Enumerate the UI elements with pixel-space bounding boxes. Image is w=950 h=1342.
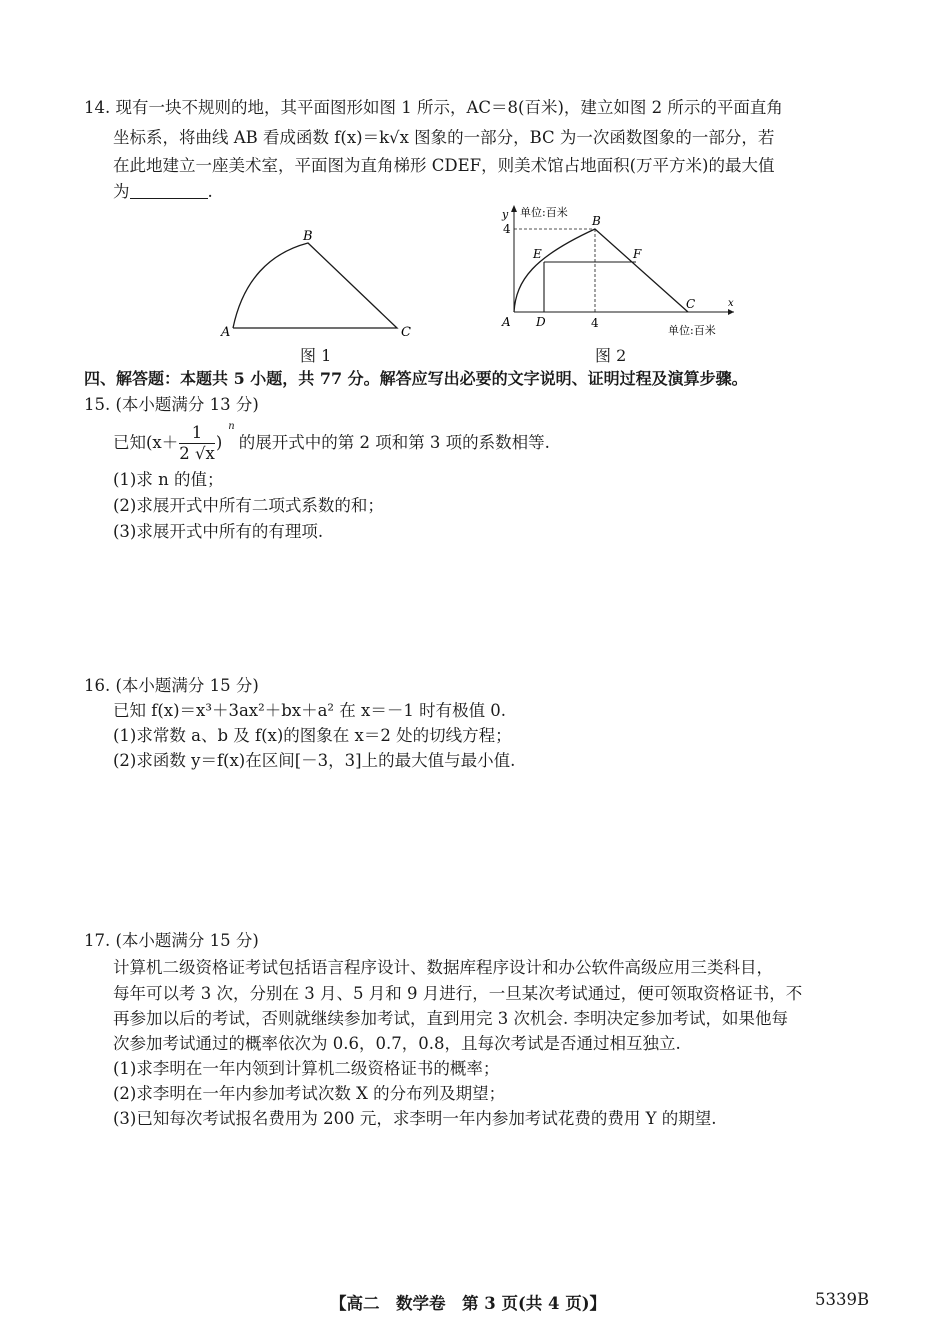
q17-line-3: 再参加以后的考试，否则就继续参加考试，直到用完 3 次机会. 李明决定参加考试，如果他每 — [113, 1009, 788, 1028]
q15-fraction-denominator: 2 √x — [179, 443, 215, 463]
q15-stem-tail: 的展开式中的第 2 项和第 3 项的系数相等. — [238, 433, 550, 452]
q14-line-4: 为 . — [113, 182, 213, 201]
q14-line-1: 14. 现有一块不规则的地，其平面图形如图 1 所示，AC＝8(百米)，建立如图 2 所示的平面直角 — [84, 98, 783, 117]
fig2-label-E: E — [533, 247, 542, 261]
q15-fraction — [179, 423, 215, 464]
fig2-label-C: C — [686, 297, 696, 311]
fig1-label-C: C — [401, 325, 411, 340]
figure-1-shape — [233, 243, 397, 328]
paper-code: 5339B — [815, 1290, 870, 1309]
q17-line-4: 次参加考试通过的概率依次为 0.6，0.7，0.8，且每次考试是否通过相互独立. — [113, 1034, 681, 1053]
q17-part-1: (1)求李明在一年内领到计算机二级资格证书的概率； — [113, 1059, 500, 1078]
answer-blank — [130, 182, 208, 199]
q15-heading: 15. (本小题满分 13 分) — [84, 395, 259, 414]
q16-part-1: (1)求常数 a、b 及 f(x)的图象在 x＝2 处的切线方程； — [113, 726, 512, 745]
fig1-caption: 图 1 — [300, 346, 332, 365]
fig2-label-A: A — [502, 315, 511, 329]
fig2-y-label: y — [502, 208, 509, 221]
fig2-x-label: x — [728, 298, 734, 309]
fig1-label-B: B — [303, 229, 313, 244]
q14-line-3: 在此地建立一座美术室，平面图为直角梯形 CDEF，则美术馆占地面积(万平方米)的最大值 — [113, 156, 775, 175]
section-4-heading: 四、解答题：本题共 5 小题，共 77 分。解答应写出必要的文字说明、证明过程及演算步骤。 — [84, 369, 748, 388]
fig2-label-B: B — [592, 214, 601, 228]
page-footer: 【高二 数学卷 第 3 页(共 4 页)】 — [330, 1294, 607, 1313]
fig2-tick-x4: 4 — [591, 316, 599, 330]
fig2-boundary — [514, 229, 688, 312]
q15-part-1: (1)求 n 的值； — [113, 470, 224, 489]
q14-line-2: 坐标系，将曲线 AB 看成函数 f(x)＝k√x 图象的一部分，BC 为一次函数图象的一部分，若 — [113, 128, 775, 147]
figure-2 — [490, 200, 735, 345]
fig2-tick-y4: 4 — [503, 222, 511, 236]
fig2-x-arrow-icon — [728, 309, 734, 315]
q15-part-3: (3)求展开式中所有的有理项. — [113, 522, 324, 541]
fig2-unit-x: 单位:百米 — [668, 324, 716, 337]
q14-line-4-text: 为 — [113, 182, 130, 201]
q15-part-2: (2)求展开式中所有二项式系数的和； — [113, 496, 384, 515]
q15-fraction-numerator: 1 — [179, 423, 215, 444]
q17-part-2: (2)求李明在一年内参加考试次数 X 的分布列及期望； — [113, 1084, 506, 1103]
q15-exponent: n — [228, 421, 235, 432]
q16-stem: 已知 f(x)＝x³＋3ax²＋bx＋a² 在 x＝－1 时有极值 0. — [113, 701, 507, 720]
fig1-label-A: A — [221, 325, 231, 340]
fig2-label-D: D — [536, 315, 546, 329]
figure-1 — [215, 225, 415, 345]
q15-stem-pre: 已知(x＋ — [113, 433, 179, 452]
q17-part-3: (3)已知每次考试报名费用为 200 元，求李明一年内参加考试花费的费用 Y 的期望. — [113, 1109, 717, 1128]
fig2-caption: 图 2 — [595, 346, 627, 365]
q15-stem — [113, 420, 550, 466]
q17-line-1: 计算机二级资格证考试包括语言程序设计、数据库程序设计和办公软件高级应用三类科目， — [113, 958, 773, 977]
q17-heading: 17. (本小题满分 15 分) — [84, 931, 259, 950]
q17-line-2: 每年可以考 3 次，分别在 3 月、5 月和 9 月进行，一旦某次考试通过，便可领取资格证书，不 — [113, 984, 803, 1003]
fig2-unit-y: 单位:百米 — [520, 206, 568, 219]
q16-part-2: (2)求函数 y＝f(x)在区间[－3，3]上的最大值与最小值. — [113, 751, 516, 770]
q15-stem-close: ) — [215, 433, 223, 452]
fig2-y-arrow-icon — [511, 205, 517, 212]
q16-heading: 16. (本小题满分 15 分) — [84, 676, 259, 695]
fig2-label-F: F — [633, 247, 642, 261]
